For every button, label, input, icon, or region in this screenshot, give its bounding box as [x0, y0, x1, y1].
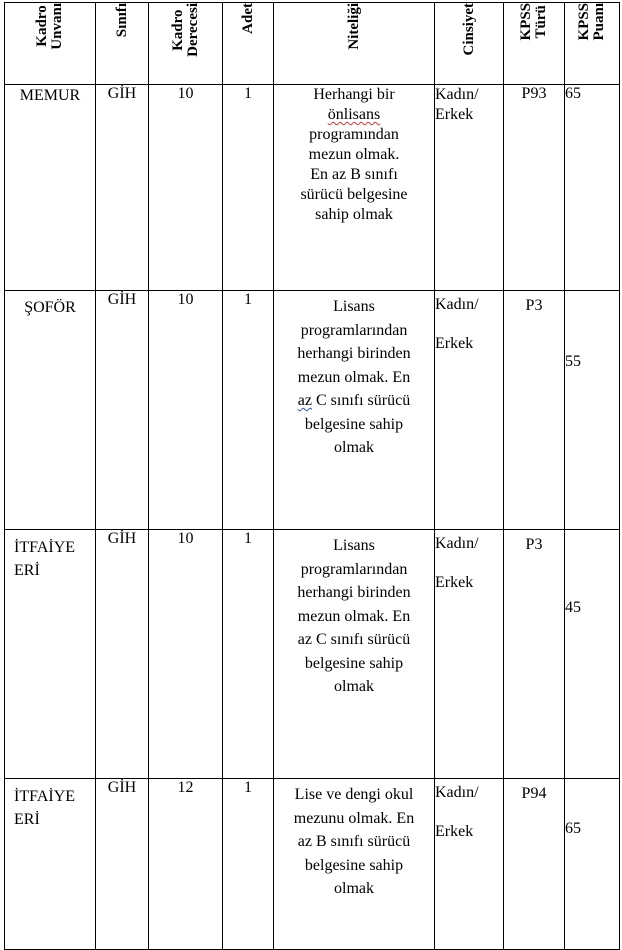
- cinsiyet-line-2: Erkek: [435, 335, 474, 352]
- table-row: [5, 291, 620, 530]
- cell-adet: 1: [223, 291, 274, 530]
- header-kpss-turu: KPSS Türü: [504, 3, 565, 85]
- cell-sinifi: GİH: [96, 530, 149, 779]
- cell-sinifi: GİH: [96, 85, 149, 291]
- cell-kadro-derecesi: 10: [149, 291, 223, 530]
- cell-kpss-puani: 45: [565, 530, 620, 779]
- cell-kpss-turu: P94: [504, 779, 565, 950]
- table-row: [5, 779, 620, 950]
- cell-kadro-unvani: İTFAİYE ERİ: [5, 530, 96, 779]
- cell-adet: 1: [223, 530, 274, 779]
- cinsiyet-line-1: Kadın/: [435, 784, 479, 801]
- cell-sinifi: GİH: [96, 779, 149, 950]
- cell-kpss-turu: P3: [504, 291, 565, 530]
- cinsiyet-line-1: Kadın/: [435, 535, 479, 552]
- cell-kpss-turu: P3: [504, 530, 565, 779]
- cell-kadro-unvani: MEMUR: [5, 85, 96, 291]
- cell-kadro-unvani: ŞOFÖR: [5, 291, 96, 530]
- cell-kadro-derecesi: 10: [149, 85, 223, 291]
- header-adet: Adet: [223, 3, 274, 85]
- nitelik-text-c: programından: [309, 126, 399, 143]
- header-kpss-puani: KPSS Puanı: [565, 3, 620, 85]
- cell-kadro-derecesi: 12: [149, 779, 223, 950]
- nitelik-text-a: Herhangi bir: [313, 86, 395, 103]
- cell-niteligi: Lise ve dengi okul mezunu olmak. En az B sınıfı sürücü belgesine sahip olmak: [274, 779, 435, 950]
- cell-kadro-unvani: İTFAİYE ERİ: [5, 779, 96, 950]
- header-sinifi: Sınıfı: [96, 3, 149, 85]
- cell-cinsiyet: [435, 291, 504, 530]
- cell-niteligi: [274, 291, 435, 530]
- cinsiyet-line-2: Erkek: [435, 574, 474, 591]
- cell-kpss-puani: 65: [565, 779, 620, 950]
- nitelik-text-b: az: [297, 392, 312, 409]
- cell-niteligi: [274, 85, 435, 291]
- cell-cinsiyet: [435, 530, 504, 779]
- cinsiyet-line-2: Erkek: [435, 823, 474, 840]
- header-kadro-unvani: Kadro Unvanı: [5, 3, 96, 85]
- nitelik-text-d: mezun olmak. En az B sınıfı sürücü belgesine sahip olmak: [300, 146, 408, 223]
- cell-kadro-derecesi: 10: [149, 530, 223, 779]
- header-niteligi: Niteliği: [274, 3, 435, 85]
- cell-kpss-puani: 65: [565, 85, 620, 291]
- cell-adet: 1: [223, 779, 274, 950]
- cell-sinifi: GİH: [96, 291, 149, 530]
- cinsiyet-line-1: Kadın/: [435, 296, 479, 313]
- nitelik-text-a: Lisans programlarından herhangi birinden mezun olmak. En: [297, 298, 411, 386]
- cell-niteligi: Lisans programlarından herhangi birinden mezun olmak. En az C sınıfı sürücü belgesine sahip olmak: [274, 530, 435, 779]
- header-cinsiyet: Cinsiyet: [435, 3, 504, 85]
- staff-positions-table: [4, 2, 620, 950]
- table-row: [5, 85, 620, 291]
- nitelik-text-c: C sınıfı sürücü belgesine sahip olmak: [304, 392, 411, 456]
- cinsiyet-line-1: Kadın/: [435, 86, 479, 103]
- header-row: [5, 3, 620, 85]
- cell-cinsiyet: [435, 779, 504, 950]
- cell-kpss-puani: 55: [565, 291, 620, 530]
- header-kadro-derecesi: Kadro Derecesi: [149, 3, 223, 85]
- table-row: [5, 530, 620, 779]
- cinsiyet-line-2: Erkek: [435, 106, 474, 123]
- cell-kpss-turu: P93: [504, 85, 565, 291]
- nitelik-text-b: önlisans: [327, 106, 381, 123]
- cell-adet: 1: [223, 85, 274, 291]
- cell-cinsiyet: [435, 85, 504, 291]
